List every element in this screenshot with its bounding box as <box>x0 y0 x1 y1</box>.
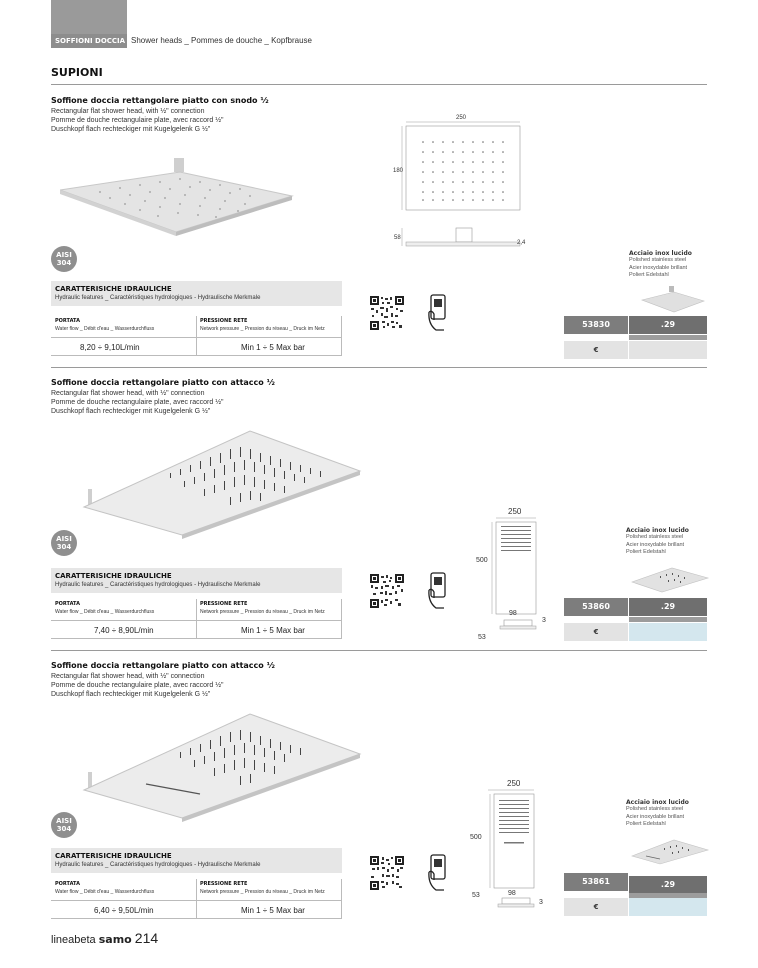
product-price: .29 <box>629 598 707 616</box>
product-price: .29 <box>629 876 707 894</box>
pressure-label: PRESSIONE RETE <box>200 318 248 324</box>
dim-arm: 53 <box>472 892 480 899</box>
material-title: Acciaio inox lucido <box>629 250 692 257</box>
product-desc-de: Duschkopf flach rechteckiger mit Kugelgelenk G ½" <box>51 691 211 698</box>
pressure-sublabel: Network pressure _ Pression du réseau _ Druck im Netz <box>200 889 325 895</box>
column-divider <box>196 599 197 639</box>
qr-code[interactable] <box>370 574 404 608</box>
smartphone-icon <box>426 572 450 610</box>
features-title: CARATTERISICHE IDRAULICHE <box>55 285 172 293</box>
product-desc-de: Duschkopf flach rechteckiger mit Kugelgelenk G ½" <box>51 126 211 133</box>
flow-sublabel: Water flow _ Débit d'eau _ Wasserdurchfluss <box>55 889 155 895</box>
material-line: Poliert Edelstahl <box>629 272 669 278</box>
row-divider <box>51 918 342 919</box>
section-divider <box>51 367 707 368</box>
section-divider <box>51 650 707 651</box>
brand-samo: samo <box>98 933 132 946</box>
category-tag: SOFFIONI DOCCIA <box>51 34 127 48</box>
material-info <box>626 799 689 829</box>
row-divider <box>51 337 342 338</box>
section-divider <box>51 84 707 85</box>
dim-width: 250 <box>507 779 521 788</box>
material-line: Acier inoxydable brillant <box>626 813 685 820</box>
dim-height: 500 <box>476 557 488 564</box>
aisi-grade: 304 <box>56 825 72 833</box>
pressure-value: Min 1 ÷ 5 Max bar <box>241 343 305 352</box>
section-title: SUPIONI <box>51 66 103 79</box>
row-divider <box>51 900 342 901</box>
dim-height: 58 <box>394 235 401 241</box>
product-title: Soffione doccia rettangolare piatto con snodo ½ <box>51 96 269 105</box>
pressure-label: PRESSIONE RETE <box>200 601 248 607</box>
product-code: 53860 <box>564 598 628 616</box>
pressure-sublabel: Network pressure _ Pression du réseau _ Druck im Netz <box>200 326 325 332</box>
pressure-sublabel: Network pressure _ Pression du réseau _ Druck im Netz <box>200 609 325 615</box>
price-field <box>629 341 707 359</box>
hydraulic-features-header <box>51 848 342 873</box>
aisi-text: AISI <box>56 817 72 825</box>
product-title: Soffione doccia rettangolare piatto con attacco ½ <box>51 378 275 387</box>
aisi-text: AISI <box>56 251 72 259</box>
dim-thickness: 2,4 <box>517 240 526 246</box>
column-divider <box>196 316 197 356</box>
material-line: Acier inoxydable brillant <box>626 541 685 548</box>
product-title: Soffione doccia rettangolare piatto con attacco ½ <box>51 661 275 670</box>
brand-lineabeta: lineabeta <box>51 934 96 946</box>
pressure-label: PRESSIONE RETE <box>200 881 248 887</box>
product-code: 53861 <box>564 873 628 891</box>
dim-arm: 53 <box>478 634 486 641</box>
product-desc-fr: Pomme de douche rectangulaire plate, avec raccord ½" <box>51 117 224 124</box>
aisi-text: AISI <box>56 535 72 543</box>
hydraulic-features-header <box>51 281 342 306</box>
smartphone-icon <box>426 854 450 892</box>
flow-label: PORTATA <box>55 318 80 324</box>
product-thumbnail <box>640 284 706 314</box>
material-line: Polished stainless steel <box>626 806 684 812</box>
flow-sublabel: Water flow _ Débit d'eau _ Wasserdurchfluss <box>55 609 155 615</box>
features-title: CARATTERISICHE IDRAULICHE <box>55 572 172 580</box>
header-subtitle: Shower heads _ Pommes de douche _ Kopfbrause <box>131 36 313 45</box>
material-info <box>626 527 689 557</box>
dim-depth: 98 <box>508 890 516 897</box>
qr-code[interactable] <box>370 856 404 890</box>
column-divider <box>341 879 342 919</box>
material-title: Acciaio inox lucido <box>626 527 689 534</box>
material-line: Polished stainless steel <box>629 257 687 263</box>
technical-drawing <box>388 112 528 262</box>
price-divider <box>629 617 707 622</box>
dim-depth: 180 <box>393 168 404 174</box>
aisi-badge <box>51 246 77 272</box>
price-field <box>629 623 707 641</box>
flow-value: 6,40 ÷ 9,50L/min <box>94 906 154 915</box>
pressure-value: Min 1 ÷ 5 Max bar <box>241 626 305 635</box>
features-subtitle: Hydraulic features _ Caractéristiques hydrologiques - Hydraulische Merkmale <box>55 582 261 588</box>
material-line: Polished stainless steel <box>626 534 684 540</box>
product-desc-en: Rectangular flat shower head, with ½" connection <box>51 673 205 680</box>
euro-label: € <box>564 341 628 359</box>
aisi-grade: 304 <box>56 543 72 551</box>
flow-sublabel: Water flow _ Débit d'eau _ Wasserdurchfluss <box>55 326 155 332</box>
price-divider <box>629 335 707 340</box>
flow-value: 7,40 ÷ 8,90L/min <box>94 626 154 635</box>
smartphone-icon <box>426 294 450 332</box>
dim-width: 250 <box>456 115 467 121</box>
dim-height: 500 <box>470 834 482 841</box>
hydraulic-features-header <box>51 568 342 593</box>
page-number: 214 <box>134 930 159 946</box>
product-thumbnail <box>630 838 710 866</box>
product-price: .29 <box>629 316 707 334</box>
material-line: Poliert Edelstahl <box>626 821 666 827</box>
row-divider <box>51 620 342 621</box>
price-field <box>629 898 707 916</box>
product-image-shower-head <box>80 708 365 828</box>
dim-width: 250 <box>508 507 522 516</box>
product-desc-fr: Pomme de douche rectangulaire plate, avec raccord ½" <box>51 682 224 689</box>
material-line: Acier inoxydable brillant <box>629 264 688 271</box>
features-subtitle: Hydraulic features _ Caractéristiques hydrologiques - Hydraulische Merkmale <box>55 295 261 301</box>
dim-depth: 98 <box>509 610 517 617</box>
features-title: CARATTERISICHE IDRAULICHE <box>55 852 172 860</box>
column-divider <box>341 316 342 356</box>
column-divider <box>341 599 342 639</box>
product-image-shower-head <box>60 150 300 240</box>
euro-label: € <box>564 898 628 916</box>
pressure-value: Min 1 ÷ 5 Max bar <box>241 906 305 915</box>
aisi-grade: 304 <box>56 259 72 267</box>
dim-thickness: 3 <box>539 899 543 906</box>
product-desc-en: Rectangular flat shower head, with ½" connection <box>51 390 205 397</box>
euro-label: € <box>564 623 628 641</box>
features-subtitle: Hydraulic features _ Caractéristiques hydrologiques - Hydraulische Merkmale <box>55 862 261 868</box>
product-desc-en: Rectangular flat shower head, with ½" connection <box>51 108 205 115</box>
column-divider <box>196 879 197 919</box>
flow-value: 8,20 ÷ 9,10L/min <box>80 343 140 352</box>
material-line: Poliert Edelstahl <box>626 549 666 555</box>
material-title: Acciaio inox lucido <box>626 799 689 806</box>
flow-label: PORTATA <box>55 601 80 607</box>
aisi-badge <box>51 530 77 556</box>
product-desc-de: Duschkopf flach rechteckiger mit Kugelgelenk G ½" <box>51 408 211 415</box>
product-thumbnail <box>630 566 710 594</box>
aisi-badge <box>51 812 77 838</box>
header-corner-block <box>51 0 127 34</box>
footer-brand <box>51 930 158 946</box>
flow-label: PORTATA <box>55 881 80 887</box>
product-code: 53830 <box>564 316 628 334</box>
technical-drawing <box>476 508 566 638</box>
qr-code[interactable] <box>370 296 404 330</box>
row-divider <box>51 355 342 356</box>
row-divider <box>51 638 342 639</box>
dim-thickness: 3 <box>542 617 546 624</box>
product-desc-fr: Pomme de douche rectangulaire plate, avec raccord ½" <box>51 399 224 406</box>
product-image-shower-head <box>80 425 365 545</box>
material-info <box>629 250 692 280</box>
